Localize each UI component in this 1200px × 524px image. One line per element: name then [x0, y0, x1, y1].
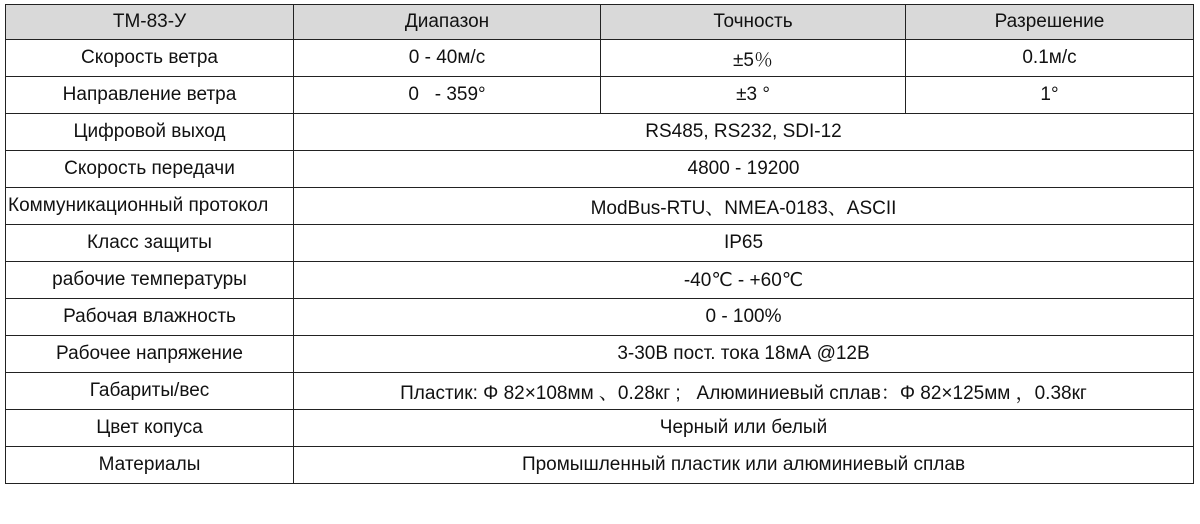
- row-label: Направление ветра: [6, 77, 294, 114]
- resolution-value: 0.1м/с: [906, 40, 1194, 77]
- row-value: Пластик: Φ 82×108мм 、0.28кг ; Алюминиевый сплав：Φ 82×125мм ，0.38кг: [294, 373, 1194, 410]
- accuracy-value: ±3 °: [601, 77, 906, 114]
- table-row: [6, 188, 1194, 225]
- table-row: [6, 114, 1194, 151]
- table-row: [6, 410, 1194, 447]
- table-row: [6, 77, 1194, 114]
- header-model: ТМ-83-У: [6, 5, 294, 40]
- resolution-value: 1°: [906, 77, 1194, 114]
- header-accuracy: Точность: [601, 5, 906, 40]
- header-row: [6, 5, 1194, 40]
- table-row: [6, 151, 1194, 188]
- range-value: 0 - 40м/с: [294, 40, 601, 77]
- row-value: 0 - 100%: [294, 299, 1194, 336]
- table-row: [6, 447, 1194, 484]
- table-row: [6, 373, 1194, 410]
- range-value: 0 - 359°: [294, 77, 601, 114]
- row-label: Коммуникационный протокол: [6, 188, 294, 225]
- row-label: Рабочая влажность: [6, 299, 294, 336]
- row-label: Класс защиты: [6, 225, 294, 262]
- row-value: IP65: [294, 225, 1194, 262]
- row-label: Скорость передачи: [6, 151, 294, 188]
- table-row: [6, 40, 1194, 77]
- row-label: Рабочее напряжение: [6, 336, 294, 373]
- row-label: Материалы: [6, 447, 294, 484]
- spec-table: [5, 4, 1194, 484]
- row-value: 4800 - 19200: [294, 151, 1194, 188]
- table-row: [6, 336, 1194, 373]
- row-label: рабочие температуры: [6, 262, 294, 299]
- table-row: [6, 299, 1194, 336]
- row-label: Скорость ветра: [6, 40, 294, 77]
- row-label: Габариты/вес: [6, 373, 294, 410]
- row-label: Цвет копуса: [6, 410, 294, 447]
- row-value: Черный или белый: [294, 410, 1194, 447]
- row-value: 3-30В пост. тока 18мА @12В: [294, 336, 1194, 373]
- header-resolution: Разрешение: [906, 5, 1194, 40]
- table-row: [6, 225, 1194, 262]
- row-label: Цифровой выход: [6, 114, 294, 151]
- row-value: Промышленный пластик или алюминиевый сплав: [294, 447, 1194, 484]
- table-row: [6, 262, 1194, 299]
- row-value: -40℃ - +60℃: [294, 262, 1194, 299]
- spec-table-container: [5, 4, 1194, 484]
- accuracy-value: ±5％: [601, 40, 906, 77]
- row-value: RS485, RS232, SDI-12: [294, 114, 1194, 151]
- header-range: Диапазон: [294, 5, 601, 40]
- row-value: ModBus-RTU、NMEA-0183、ASCII: [294, 188, 1194, 225]
